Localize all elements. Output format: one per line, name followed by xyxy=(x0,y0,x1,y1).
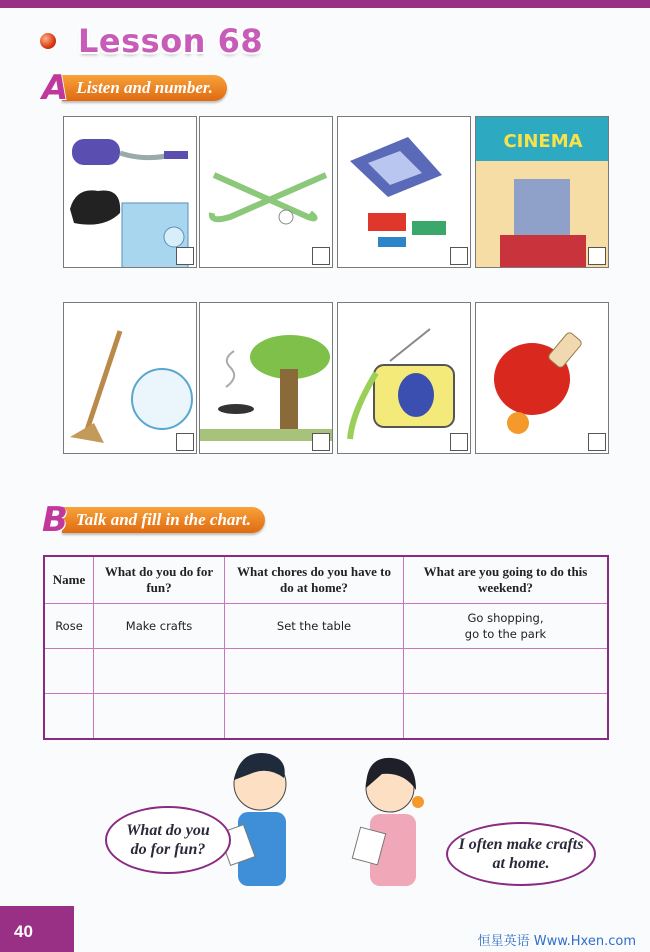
cinema-illustration xyxy=(476,117,609,268)
hockey-sticks-illustration xyxy=(200,117,333,268)
cell-weekend[interactable] xyxy=(404,694,609,740)
section-b-instruction: Talk and fill in the chart. xyxy=(62,507,265,533)
radio-illustration xyxy=(338,303,471,454)
picture-broom-dishes xyxy=(63,302,197,454)
picture-puzzle-blocks xyxy=(337,116,471,268)
cell-chores[interactable] xyxy=(225,694,404,740)
picture-radio xyxy=(337,302,471,454)
number-box[interactable] xyxy=(450,433,468,451)
lesson-header xyxy=(40,22,263,60)
kids-illustration xyxy=(220,740,450,890)
number-box[interactable] xyxy=(176,247,194,265)
watermark: 恒星英语 Www.Hxen.com xyxy=(477,934,636,949)
cell-weekend[interactable] xyxy=(404,649,609,694)
header-fun: What do you do for fun? xyxy=(94,556,225,604)
lesson-title: Lesson 68 xyxy=(78,22,264,60)
table-row xyxy=(44,604,608,649)
broom-dishes-illustration xyxy=(64,303,197,454)
number-box[interactable] xyxy=(450,247,468,265)
cell-fun[interactable] xyxy=(94,694,225,740)
number-box[interactable] xyxy=(312,247,330,265)
section-a-instruction: Listen and number. xyxy=(62,75,227,101)
header-name: Name xyxy=(44,556,94,604)
cell-name[interactable] xyxy=(44,694,94,740)
page-number: 40 xyxy=(0,906,74,952)
section-a-letter: A xyxy=(42,68,69,108)
number-box[interactable] xyxy=(176,433,194,451)
header-chores: What chores do you have to do at home? xyxy=(225,556,404,604)
table-row xyxy=(44,649,608,694)
chart-header-row xyxy=(44,556,608,604)
section-b-letter: B xyxy=(42,500,68,540)
puzzle-blocks-illustration xyxy=(338,117,471,268)
picture-hockey-sticks xyxy=(199,116,333,268)
number-box[interactable] xyxy=(312,433,330,451)
barbecue-tree-illustration xyxy=(200,303,333,454)
boy-speech-bubble xyxy=(105,806,231,874)
cell-fun[interactable] xyxy=(94,649,225,694)
picture-barbecue-tree xyxy=(199,302,333,454)
cinema-sign: CINEMA xyxy=(503,131,583,152)
cell-name[interactable]: Rose xyxy=(44,604,94,649)
number-box[interactable] xyxy=(588,247,606,265)
cell-fun[interactable]: Make crafts xyxy=(94,604,225,649)
girl-speech-bubble xyxy=(446,822,596,886)
picture-cinema xyxy=(475,116,609,268)
section-b-heading xyxy=(42,500,265,540)
cell-chores[interactable] xyxy=(225,649,404,694)
table-row xyxy=(44,694,608,740)
cell-chores[interactable]: Set the table xyxy=(225,604,404,649)
section-a-heading xyxy=(42,68,227,108)
picture-ping-pong xyxy=(475,302,609,454)
boy-speech-text: What do you do for fun? xyxy=(126,822,210,858)
ping-pong-illustration xyxy=(476,303,609,454)
picture-vacuum-trash-washer xyxy=(63,116,197,268)
cell-weekend[interactable]: Go shopping, go to the park xyxy=(404,604,609,649)
red-ball-icon xyxy=(40,33,56,49)
girl-speech-text: I often make crafts at home. xyxy=(458,836,584,872)
cell-name[interactable] xyxy=(44,649,94,694)
number-box[interactable] xyxy=(588,433,606,451)
header-weekend: What are you going to do this weekend? xyxy=(404,556,609,604)
vacuum-washer-illustration xyxy=(64,117,197,268)
activity-chart xyxy=(43,555,609,740)
top-bar xyxy=(0,0,650,8)
